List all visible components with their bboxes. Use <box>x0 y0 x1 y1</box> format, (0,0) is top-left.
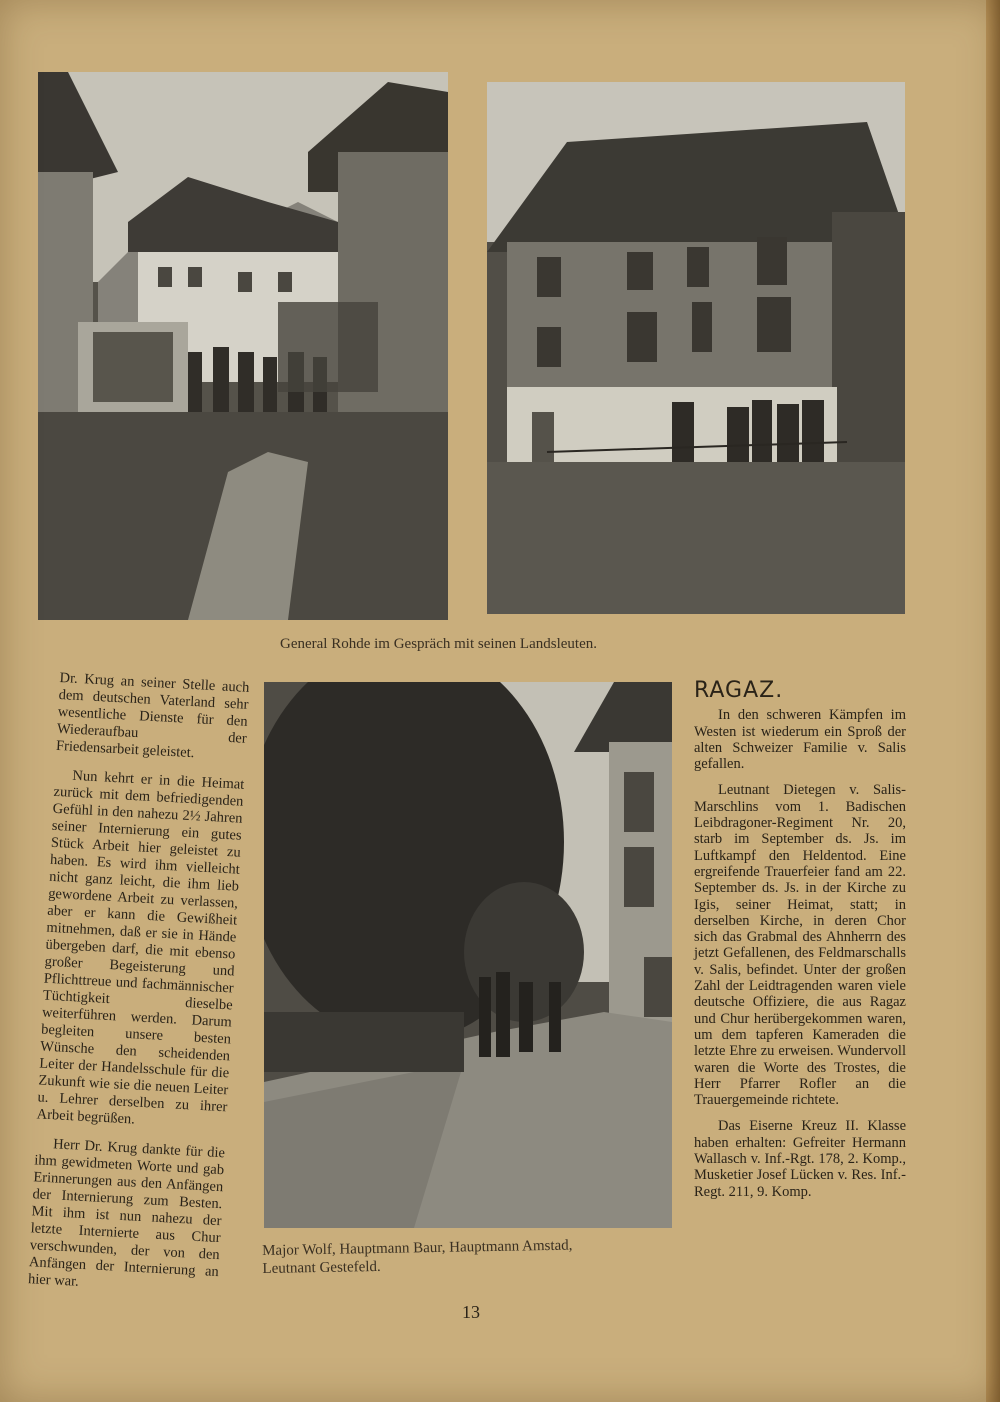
right-text-column <box>694 678 906 1210</box>
page-number: 13 <box>462 1302 480 1322</box>
left-paragraph-1: Dr. Krug an seiner Stelle auch dem deutschen Vaterland sehr wesentliche Dienste für den Wiederaufbau der Friedensarbeit geleistet. <box>55 670 250 762</box>
photo-village-street <box>38 72 448 620</box>
photo-officers-road <box>264 682 672 1228</box>
right-paragraph-1: In den schweren Kämpfen im Westen ist wiederum ein Sproß der alten Schweizer Familie v. Salis gefallen. <box>694 707 906 773</box>
left-paragraph-3: Herr Dr. Krug dankte für die ihm gewidmeten Worte und gab Erinnerungen aus den Anfängen der Internierung zum Besten. Mit ihm ist nun nahezu der letzte Internierte aus Chur verschwunden, der von den Anfängen der Internierung an hier war. <box>27 1136 226 1290</box>
left-text-column <box>27 670 250 1310</box>
caption-bottom-line1: Major Wolf, Hauptmann Baur, Hauptmann Amstad, <box>262 1237 573 1259</box>
photo-house-soldiers <box>487 82 905 614</box>
right-paragraph-3: Das Eiserne Kreuz II. Klasse haben erhalten: Gefreiter Hermann Wallasch v. Inf.-Rgt. 178, 2. Komp., Musketier Josef Lücken v. Res. Inf.-Regt. 211, 9. Komp. <box>694 1118 906 1200</box>
caption-bottom-line2: Leutnant Gestefeld. <box>262 1258 381 1277</box>
left-paragraph-2: Nun kehrt er in die Heimat zurück mit dem befriedigenden Gefühl in den nahezu 2½ Jahren seiner Internierung ein gutes Stück Arbeit hier geleistet zu haben. Es wird ihm vielleicht nicht ganz leicht, die ihm lieb gewordene Arbeit zu verlassen, aber er kann die Gewißheit mitnehmen, daß er sie in Hände übergeben darf, die mit ebenso großer Begeisterung und Pflichttreue und fachmännischer Tüchtigkeit dieselbe weiterführen werden. Darum begleiten unsere besten Wünsche den scheidenden Leiter der Handelsschule für die Zukunft wie sie die neuen Leiter u. Lehrer derselben zu ihrer Arbeit begrüßen. <box>36 767 245 1128</box>
book-binding <box>986 0 1000 1402</box>
right-paragraph-2: Leutnant Dietegen v. Salis-Marschlins vom 1. Badischen Leibdragoner-Regiment Nr. 20, starb im September ds. Js. im Luftkampf den Heldentod. Eine ergreifende Trauerfeier fand am 22. September ds. Js. in der Kirche zu Igis, seiner Heimat, statt; in derselben Kirche, in deren Chor sich das Grabmal des Ahnherrn des jetzt Gefallenen, des Feldmarschalls v. Salis, befindet. Unter der großen Zahl der Leidtragenden waren viele deutsche Offiziere, die aus Ragaz und Chur herübergekommen waren, um dem tapferen Kameraden die letzte Ehre zu erweisen. Wundervoll waren die Worte des Trostes, die Herr Pfarrer Rofler an die Trauergemeinde richtete. <box>694 782 906 1109</box>
section-heading: RAGAZ. <box>694 678 784 703</box>
caption-top: General Rohde im Gespräch mit seinen Landsleuten. <box>280 636 597 652</box>
caption-bottom <box>262 1237 573 1278</box>
